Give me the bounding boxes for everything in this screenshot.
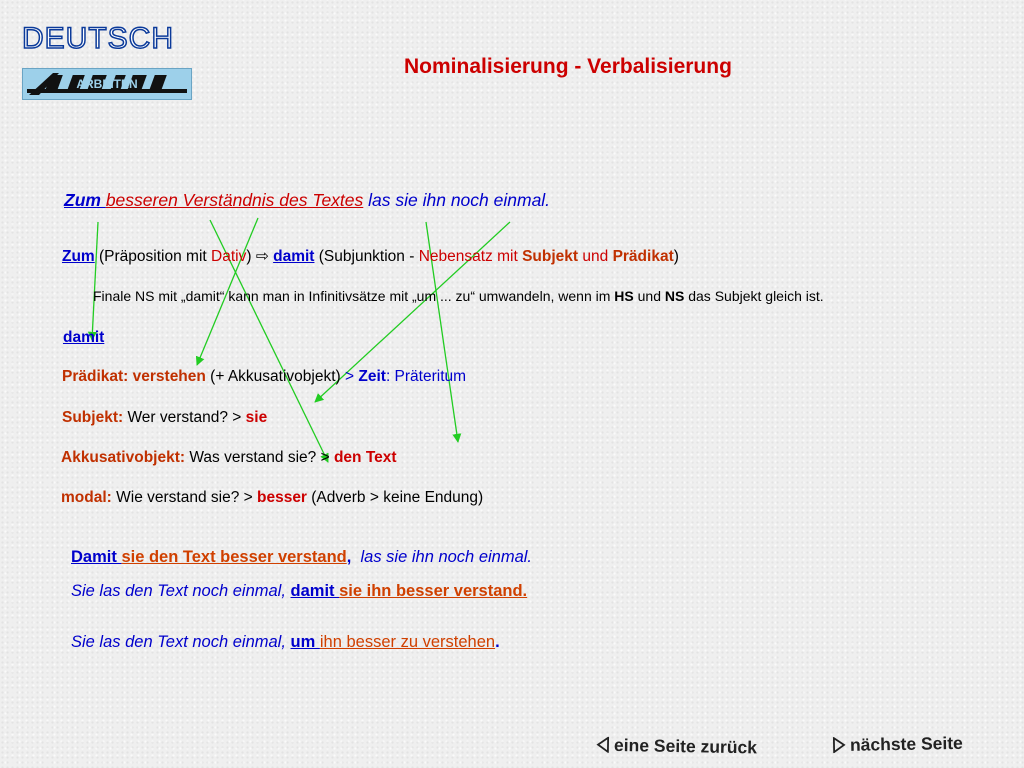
logo-arbeiten-text: ARBEITEN	[76, 77, 138, 91]
result-sentence-2	[71, 582, 527, 601]
result3-dot: .	[495, 633, 500, 651]
subjekt-term: Subjekt	[522, 248, 579, 265]
modal-answer: besser	[256, 489, 307, 506]
result1-clause: sie den Text besser verstand	[121, 548, 347, 566]
next-page-label: nächste Seite	[849, 732, 963, 755]
akkusativobjekt-line	[61, 449, 397, 467]
modal-label: modal:	[61, 489, 112, 506]
nebensatz-term: Nebensatz mit	[418, 248, 523, 265]
result2-main: Sie las den Text noch einmal,	[71, 582, 291, 600]
result-sentence-1	[71, 548, 532, 567]
subjekt-line	[62, 409, 267, 427]
modal-question: Wie verstand sie? >	[111, 489, 257, 506]
akkusativobjekt-answer: den Text	[333, 449, 397, 466]
zum-text-c: (Subjunktion -	[314, 248, 419, 265]
finale-text-a: Finale NS mit „damit“ kann man in Infinitivsätze mit „um ... zu“ umwandeln, wenn im	[93, 288, 615, 304]
subjekt-answer: sie	[245, 409, 268, 426]
praedikat-label: Prädikat: verstehen	[62, 368, 206, 385]
damit-label: damit	[63, 329, 105, 346]
sentence-rest: las sie ihn noch einmal.	[363, 190, 551, 210]
hollow-arrow-icon: ⇨	[255, 248, 274, 265]
next-page-button[interactable]	[832, 733, 963, 756]
zum-term: Zum	[62, 248, 95, 265]
und-text: und	[578, 248, 613, 265]
triangle-left-icon	[596, 737, 610, 753]
result-sentence-3	[71, 633, 500, 652]
zum-explanation	[62, 247, 679, 266]
zum-text-a: (Präposition mit	[94, 248, 212, 265]
result1-damit: Damit	[71, 548, 122, 566]
result2-damit: damit	[290, 582, 340, 600]
result2-clause: sie ihn besser verstand.	[339, 582, 528, 600]
akkusativobjekt-label: Akkusativobjekt:	[61, 449, 186, 466]
modal-note: (Adverb > keine Endung)	[306, 489, 484, 506]
zum-text-b: )	[246, 248, 256, 265]
zeit-term: Zeit	[358, 368, 386, 385]
example-sentence	[64, 190, 550, 211]
previous-page-label: eine Seite zurück	[613, 734, 758, 758]
subjekt-question: Wer verstand? >	[123, 409, 246, 426]
zum-word: Zum	[64, 190, 106, 210]
modal-line	[61, 489, 483, 507]
zeit-value: : Präteritum	[385, 368, 467, 385]
ns-term: NS	[664, 288, 685, 304]
triangle-right-icon	[832, 737, 846, 753]
arrow-zum-to-damit	[92, 222, 98, 340]
damit-term: damit	[273, 248, 315, 265]
result3-um: um	[290, 633, 320, 651]
result1-comma: ,	[346, 548, 352, 566]
logo-deutsch: DEUTSCH	[22, 22, 175, 55]
hs-term: HS	[614, 288, 634, 304]
finale-note	[93, 288, 824, 304]
praedikat-line	[62, 368, 466, 386]
result1-rest: las sie ihn noch einmal.	[351, 548, 533, 566]
akkusativobjekt-question: Was verstand sie? >	[185, 449, 334, 466]
dativ-term: Dativ	[211, 248, 247, 265]
subjekt-label: Subjekt:	[62, 409, 124, 426]
praedikat-gt: >	[345, 368, 359, 385]
previous-page-button[interactable]	[596, 735, 757, 759]
nominal-phrase: besseren Verständnis des Textes	[105, 190, 364, 210]
result3-clause: ihn besser zu verstehen	[319, 633, 496, 651]
finale-und: und	[633, 288, 665, 304]
praedikat-text: (+ Akkusativobjekt)	[205, 368, 346, 385]
result3-main: Sie las den Text noch einmal,	[71, 633, 291, 651]
praedikat-term: Prädikat	[612, 248, 674, 265]
page-title: Nominalisierung - Verbalisierung	[404, 55, 732, 78]
zum-text-d: )	[673, 248, 679, 265]
finale-text-b: das Subjekt gleich ist.	[684, 288, 824, 304]
